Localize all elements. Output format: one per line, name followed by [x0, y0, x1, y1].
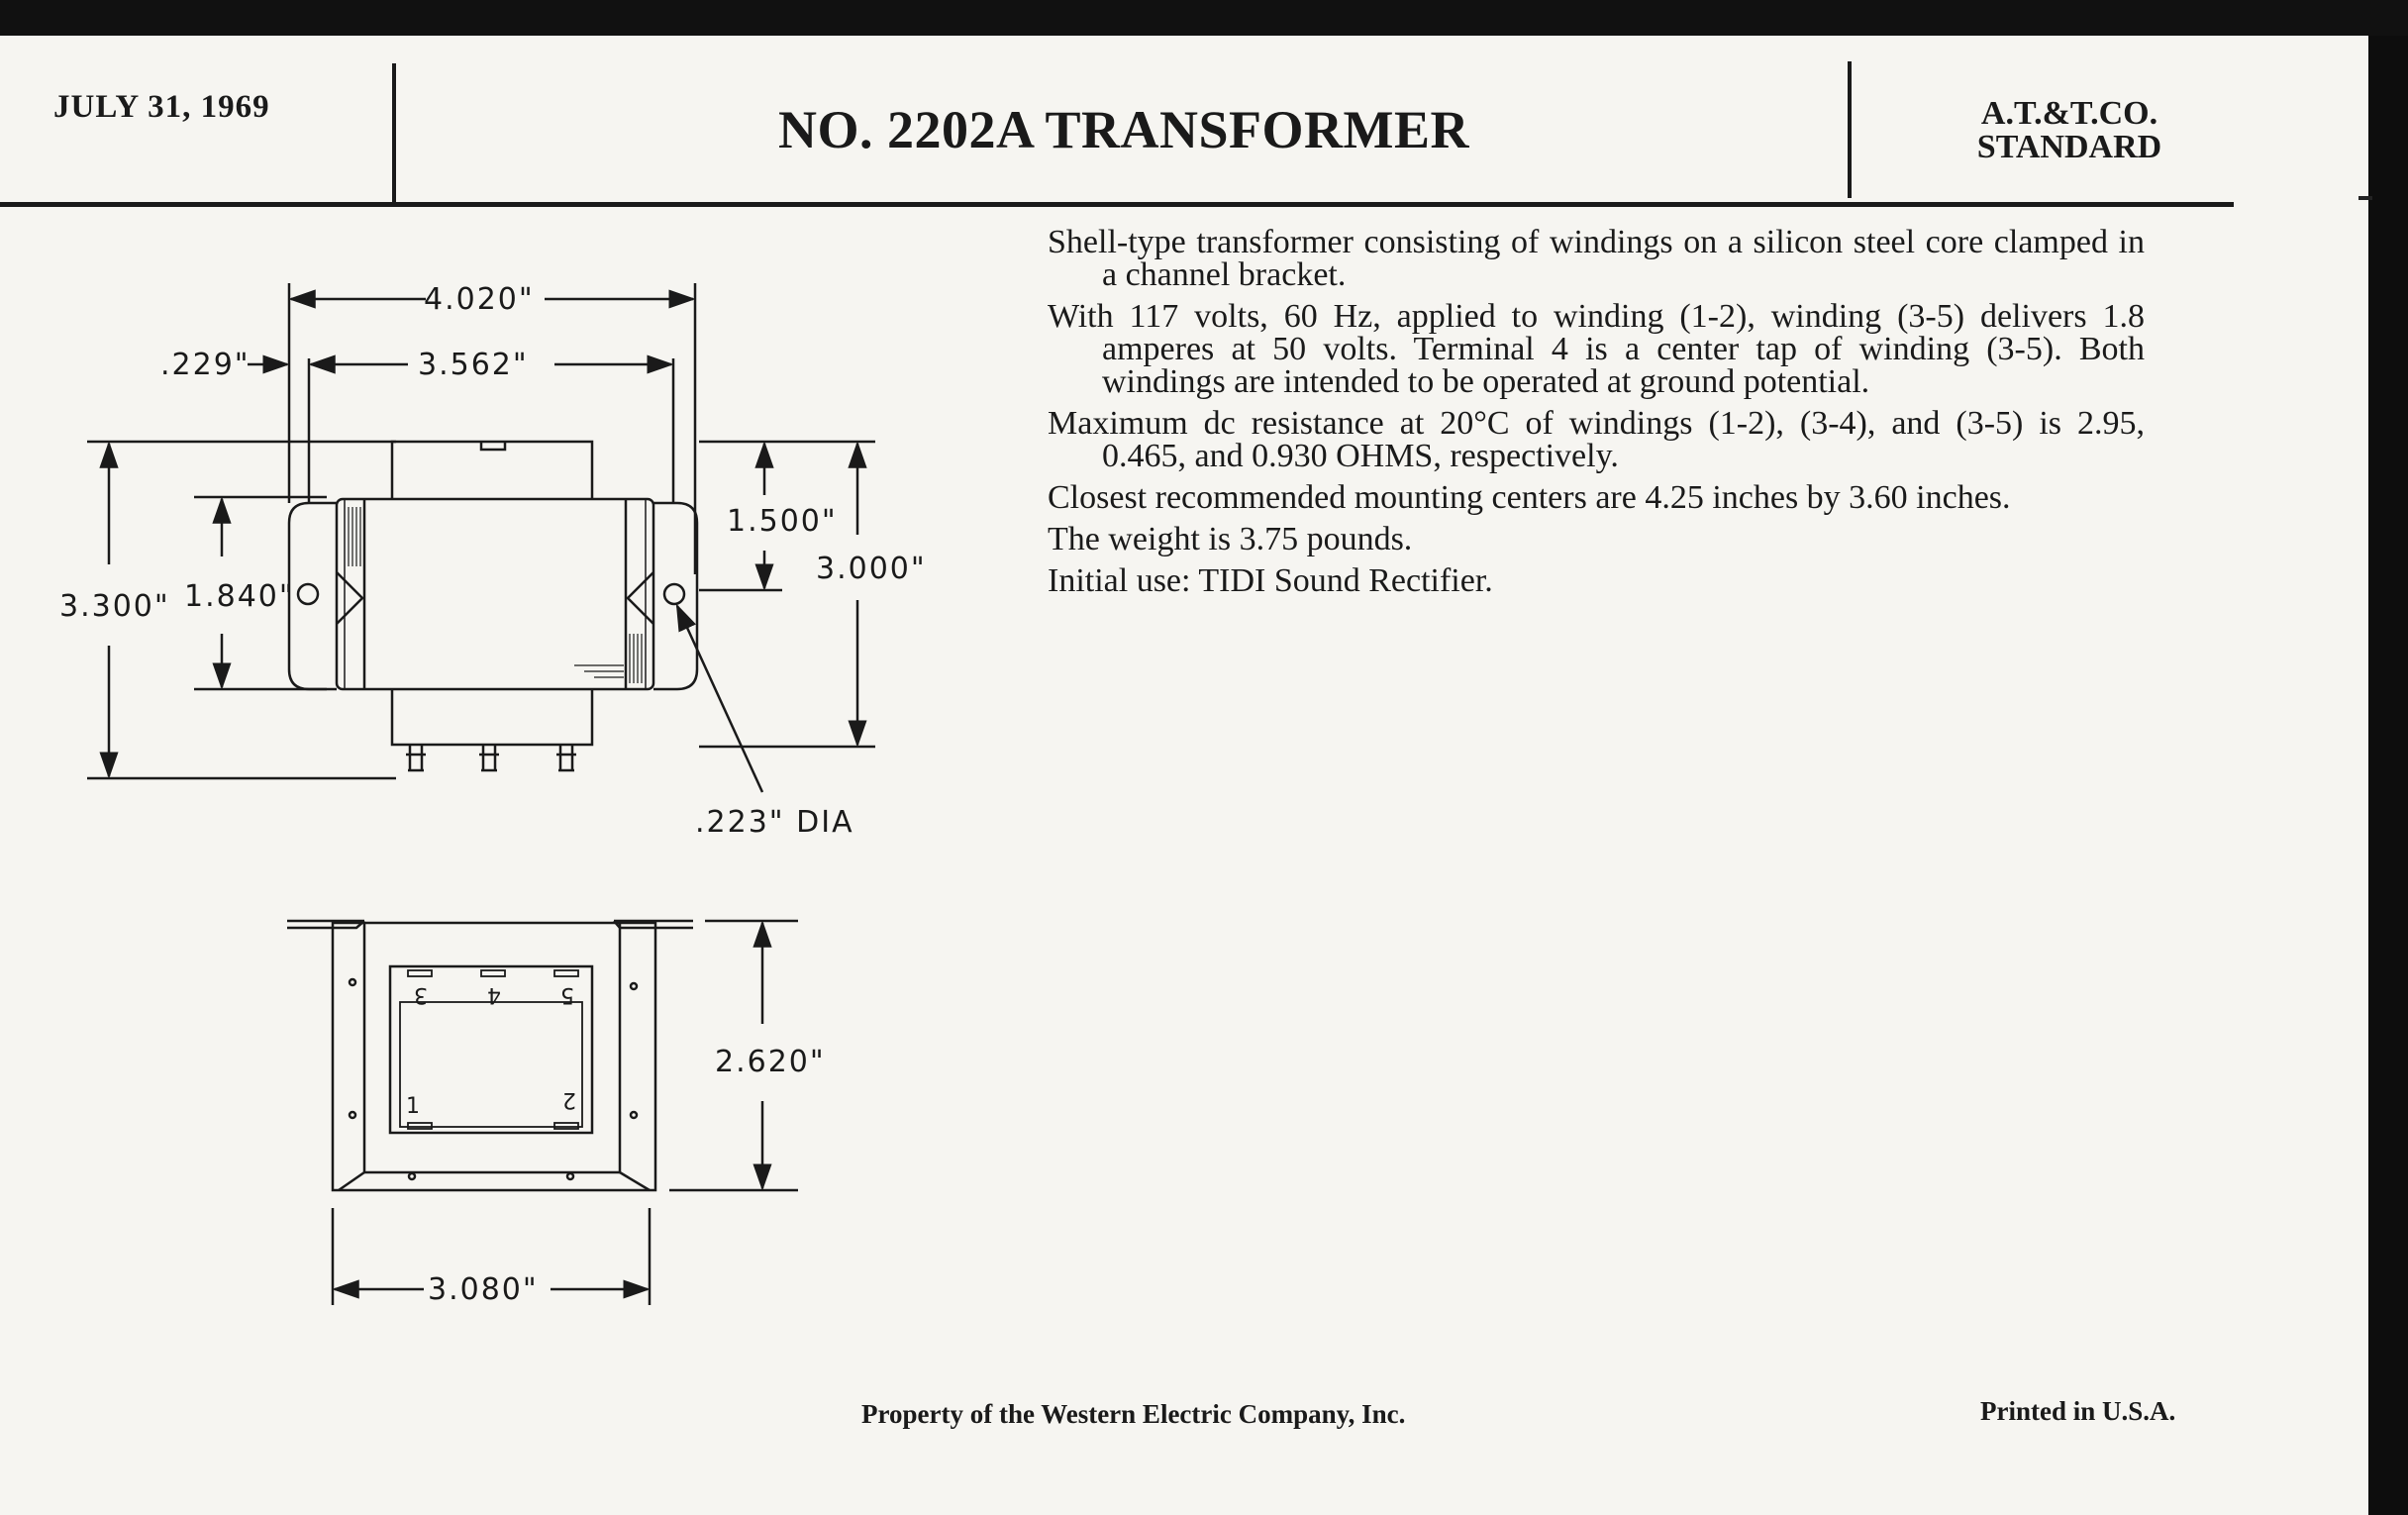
terminal-label: 1	[406, 1094, 422, 1119]
terminal-label: 5	[558, 982, 574, 1007]
terminal-pins	[406, 745, 576, 770]
dim-offset: .229"	[160, 348, 251, 382]
standard-line-1: A.T.&T.CO.	[1980, 95, 2158, 132]
footer-ownership: Property of the Western Electric Company, Inc.	[861, 1399, 1406, 1429]
dim-bottom-depth: 2.620"	[715, 1045, 826, 1079]
dim-coil-height: 1.840"	[184, 579, 295, 614]
desc-paragraph: Initial use: TIDI Sound Rectifier.	[1048, 562, 1493, 599]
dim-bottom-width: 3.080"	[428, 1272, 539, 1307]
page-title: NO. 2202A TRANSFORMER	[777, 100, 1470, 159]
footer-printed: Printed in U.S.A.	[1980, 1396, 2176, 1426]
dim-overall-width: 4.020"	[424, 282, 535, 317]
desc-paragraph: Shell-type transformer consisting of windings on a silicon steel core clamped in a channel bracket.	[1048, 224, 2145, 293]
desc-paragraph: Maximum dc resistance at 20°C of windings (1-2), (3-4), and (3-5) is 2.95, 0.465, and 0.930 OHMS, respectively.	[1048, 405, 2145, 474]
header-divider-right	[1848, 61, 1852, 198]
standard-label	[1911, 97, 2228, 164]
dim-overall-height: 3.300"	[59, 589, 170, 624]
terminal-label: 2	[560, 1087, 576, 1112]
description	[1048, 226, 2145, 606]
dim-hole-diameter: .223" DIA	[695, 805, 854, 840]
issue-date: JULY 31, 1969	[53, 89, 270, 125]
terminal-label: 3	[412, 982, 428, 1007]
scan-mark	[2358, 196, 2372, 200]
dim-inner-width: 3.562"	[418, 348, 529, 382]
dim-height: 3.000"	[816, 552, 927, 586]
desc-paragraph: The weight is 3.75 pounds.	[1048, 521, 1413, 557]
dim-half-height: 1.500"	[727, 504, 838, 539]
bottom-view	[287, 921, 798, 1305]
terminal-label: 4	[485, 982, 501, 1007]
scan-edge	[2368, 36, 2408, 1515]
desc-paragraph: Closest recommended mounting centers are 4.25 inches by 3.60 inches.	[1048, 479, 2011, 516]
standard-line-2: STANDARD	[1976, 129, 2162, 165]
transformer-drawing	[0, 0, 990, 1347]
desc-paragraph: With 117 volts, 60 Hz, applied to winding (1-2), winding (3-5) delivers 1.8 amperes at 50 volts. Terminal 4 is a center tap of winding (3-5). Both windings are intended to be operated at ground potential.	[1048, 298, 2145, 400]
